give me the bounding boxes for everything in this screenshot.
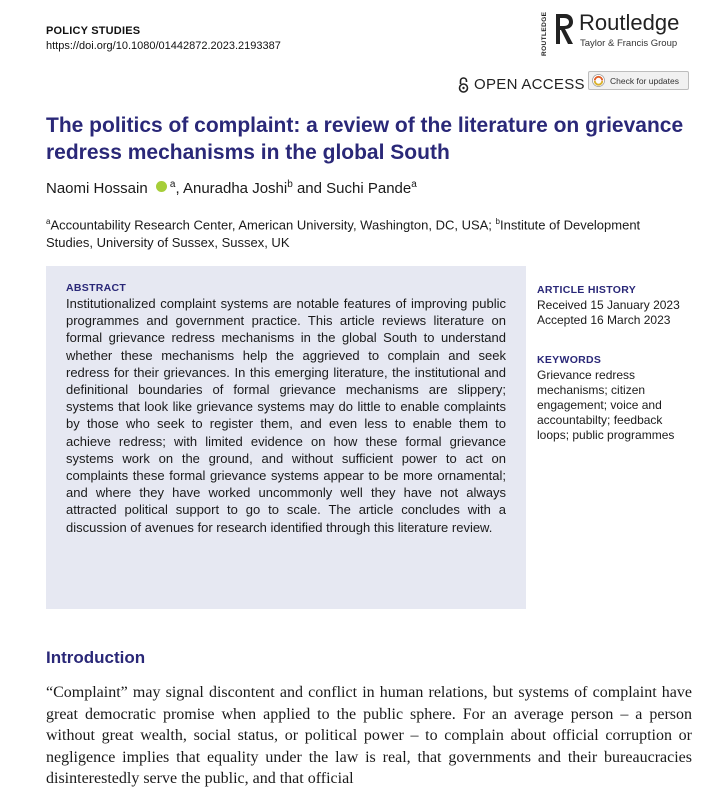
- accepted-date: Accepted 16 March 2023: [537, 313, 671, 327]
- check-for-updates-button[interactable]: [588, 71, 689, 90]
- author-separator: ,: [175, 180, 183, 197]
- author-affil-sup: b: [287, 179, 293, 190]
- orcid-icon[interactable]: [156, 181, 167, 192]
- received-date: Received 15 January 2023: [537, 298, 680, 312]
- keywords-text: Grievance redress mechanisms; citizen engagement; voice and accountabilty; feedback loops; public programmes: [537, 368, 675, 442]
- abstract-heading: ABSTRACT: [66, 282, 127, 294]
- author-list: [46, 179, 417, 197]
- publisher-name: Routledge: [579, 10, 680, 35]
- journal-name: POLICY STUDIES: [46, 25, 141, 37]
- keywords-heading: KEYWORDS: [537, 354, 602, 366]
- publisher-logo: [541, 8, 701, 56]
- journal-header: [46, 24, 281, 54]
- affiliation-sup: b: [495, 217, 500, 226]
- abstract-box: [46, 266, 526, 609]
- article-sidebar: [537, 283, 697, 443]
- affiliations: [46, 213, 686, 252]
- publisher-vertical-mark: ROUTLEDGE: [541, 11, 548, 56]
- article-title: The politics of complaint: a review of the literature on grievance redress mechanisms in the global South: [46, 114, 684, 164]
- check-updates-icon: [592, 74, 605, 87]
- abstract-text: Institutionalized complaint systems are notable features of improving public programmes and government practice. This article reviews literature on formal grievance redress mechanisms in the global South to understand whether these mechanisms help the aggrieved to complain and seek redress for their grievances. In this emerging literature, the institutional and definitional boundaries of formal grievance mechanisms are slippery; systems that look like grievance systems may do little to enable complaints by those who seek to register them, and even less to enable them to achieve redress; with limited evidence on how these formal grievance systems work on the ground, and without sufficient power to act on complaints these formal grievance systems appear to be more ornamental; and where they have worked uncommonly well they have not always attracted political support to go to scale. The article concludes with a discussion of avenues for research identified through this literature review.: [66, 296, 506, 535]
- author-name[interactable]: Naomi Hossain: [46, 180, 148, 197]
- introduction-body: “Complaint” may signal discontent and conflict in human relations, but systems of complaint have great democratic promise when applied to the public sphere. For an average person – a person without great wealth, social status, or political power – to complain about official corruption or negligence implies that equality under the law is real, that governments and their bureaucracies disinterestedly serve the public, and that official: [46, 684, 692, 787]
- affiliation-text: Institute of Development Studies, University of Sussex, Sussex, UK: [46, 217, 641, 251]
- history-heading: ARTICLE HISTORY: [537, 284, 637, 296]
- check-updates-label: Check for updates: [610, 75, 679, 86]
- author-separator: and: [292, 180, 327, 197]
- author-name[interactable]: Suchi Pande: [326, 180, 412, 197]
- open-lock-icon: [458, 77, 469, 93]
- section-heading-introduction: Introduction: [46, 648, 146, 667]
- author-affil-sup: a: [411, 179, 417, 190]
- open-access-label: [458, 76, 585, 93]
- affiliation-text: Accountability Research Center, American University, Washington, DC, USA;: [50, 217, 496, 233]
- author-name[interactable]: Anuradha Joshi: [182, 180, 288, 197]
- routledge-r-icon: [553, 12, 575, 46]
- publisher-group: Taylor & Francis Group: [580, 38, 678, 49]
- open-access-text: OPEN ACCESS: [474, 76, 585, 93]
- author-affil-sup: a: [169, 179, 176, 190]
- affiliation-sup: a: [46, 217, 51, 226]
- doi-link[interactable]: https://doi.org/10.1080/01442872.2023.2193387: [46, 40, 281, 52]
